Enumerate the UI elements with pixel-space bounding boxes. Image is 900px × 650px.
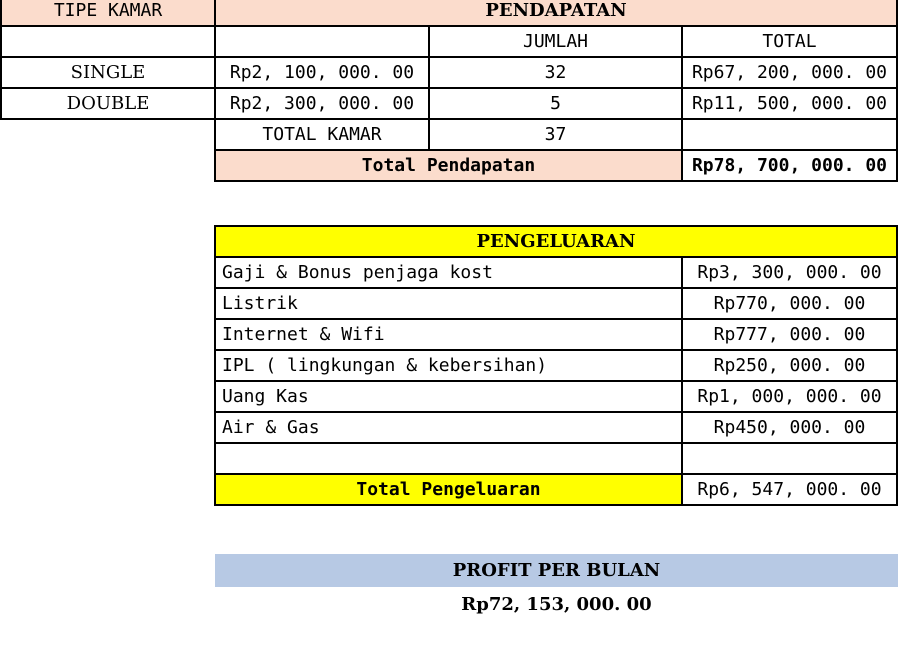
expense-item-cell[interactable]: Air & Gas bbox=[215, 412, 682, 443]
expense-amount-cell[interactable]: Rp3, 300, 000. 00 bbox=[682, 257, 897, 288]
pendapatan-table bbox=[0, 0, 898, 182]
table-row bbox=[215, 257, 897, 288]
total-pendapatan-value[interactable]: Rp78, 700, 000. 00 bbox=[682, 150, 897, 181]
total-pendapatan-label: Total Pendapatan bbox=[215, 150, 682, 181]
empty-cell[interactable] bbox=[682, 443, 897, 474]
total-kamar-label: TOTAL KAMAR bbox=[215, 119, 429, 150]
room-type-cell[interactable]: DOUBLE bbox=[1, 88, 215, 119]
table-row bbox=[1, 57, 897, 88]
total-pengeluaran-value[interactable]: Rp6, 547, 000. 00 bbox=[682, 474, 897, 505]
quantity-cell[interactable]: 32 bbox=[429, 57, 682, 88]
total-cell[interactable]: Rp11, 500, 000. 00 bbox=[682, 88, 897, 119]
expense-item-cell[interactable]: Gaji & Bonus penjaga kost bbox=[215, 257, 682, 288]
expense-amount-cell[interactable]: Rp450, 000. 00 bbox=[682, 412, 897, 443]
pengeluaran-title: PENGELUARAN bbox=[215, 226, 897, 257]
total-kamar-row bbox=[1, 119, 897, 150]
blank-cell bbox=[1, 150, 215, 181]
table-row bbox=[215, 443, 897, 474]
pendapatan-header-row bbox=[1, 0, 897, 26]
profit-label: PROFIT PER BULAN bbox=[215, 554, 898, 587]
pendapatan-title: PENDAPATAN bbox=[215, 0, 897, 26]
total-pendapatan-row bbox=[1, 150, 897, 181]
empty-cell[interactable] bbox=[1, 26, 215, 57]
table-row bbox=[215, 381, 897, 412]
expense-amount-cell[interactable]: Rp777, 000. 00 bbox=[682, 319, 897, 350]
expense-item-cell[interactable]: Uang Kas bbox=[215, 381, 682, 412]
total-pengeluaran-label: Total Pengeluaran bbox=[215, 474, 682, 505]
table-row bbox=[215, 319, 897, 350]
table-row bbox=[215, 288, 897, 319]
table-row bbox=[215, 412, 897, 443]
price-cell[interactable]: Rp2, 100, 000. 00 bbox=[215, 57, 429, 88]
empty-cell[interactable] bbox=[215, 26, 429, 57]
expense-item-cell[interactable]: IPL ( lingkungan & kebersihan) bbox=[215, 350, 682, 381]
table-row bbox=[1, 88, 897, 119]
expense-amount-cell[interactable]: Rp1, 000, 000. 00 bbox=[682, 381, 897, 412]
jumlah-header: JUMLAH bbox=[429, 26, 682, 57]
tipe-kamar-header: TIPE KAMAR bbox=[1, 0, 215, 26]
total-cell[interactable]: Rp67, 200, 000. 00 bbox=[682, 57, 897, 88]
price-cell[interactable]: Rp2, 300, 000. 00 bbox=[215, 88, 429, 119]
room-type-cell[interactable]: SINGLE bbox=[1, 57, 215, 88]
pengeluaran-header-row bbox=[215, 226, 897, 257]
table-row bbox=[215, 350, 897, 381]
empty-cell[interactable] bbox=[682, 119, 897, 150]
empty-cell[interactable] bbox=[215, 443, 682, 474]
total-pengeluaran-row bbox=[215, 474, 897, 505]
quantity-cell[interactable]: 5 bbox=[429, 88, 682, 119]
expense-amount-cell[interactable]: Rp250, 000. 00 bbox=[682, 350, 897, 381]
expense-item-cell[interactable]: Listrik bbox=[215, 288, 682, 319]
total-kamar-value[interactable]: 37 bbox=[429, 119, 682, 150]
pengeluaran-table bbox=[214, 225, 898, 506]
pendapatan-subheader-row bbox=[1, 26, 897, 57]
expense-amount-cell[interactable]: Rp770, 000. 00 bbox=[682, 288, 897, 319]
expense-item-cell[interactable]: Internet & Wifi bbox=[215, 319, 682, 350]
blank-cell bbox=[1, 119, 215, 150]
profit-value[interactable]: Rp72, 153, 000. 00 bbox=[461, 594, 652, 615]
total-header: TOTAL bbox=[682, 26, 897, 57]
